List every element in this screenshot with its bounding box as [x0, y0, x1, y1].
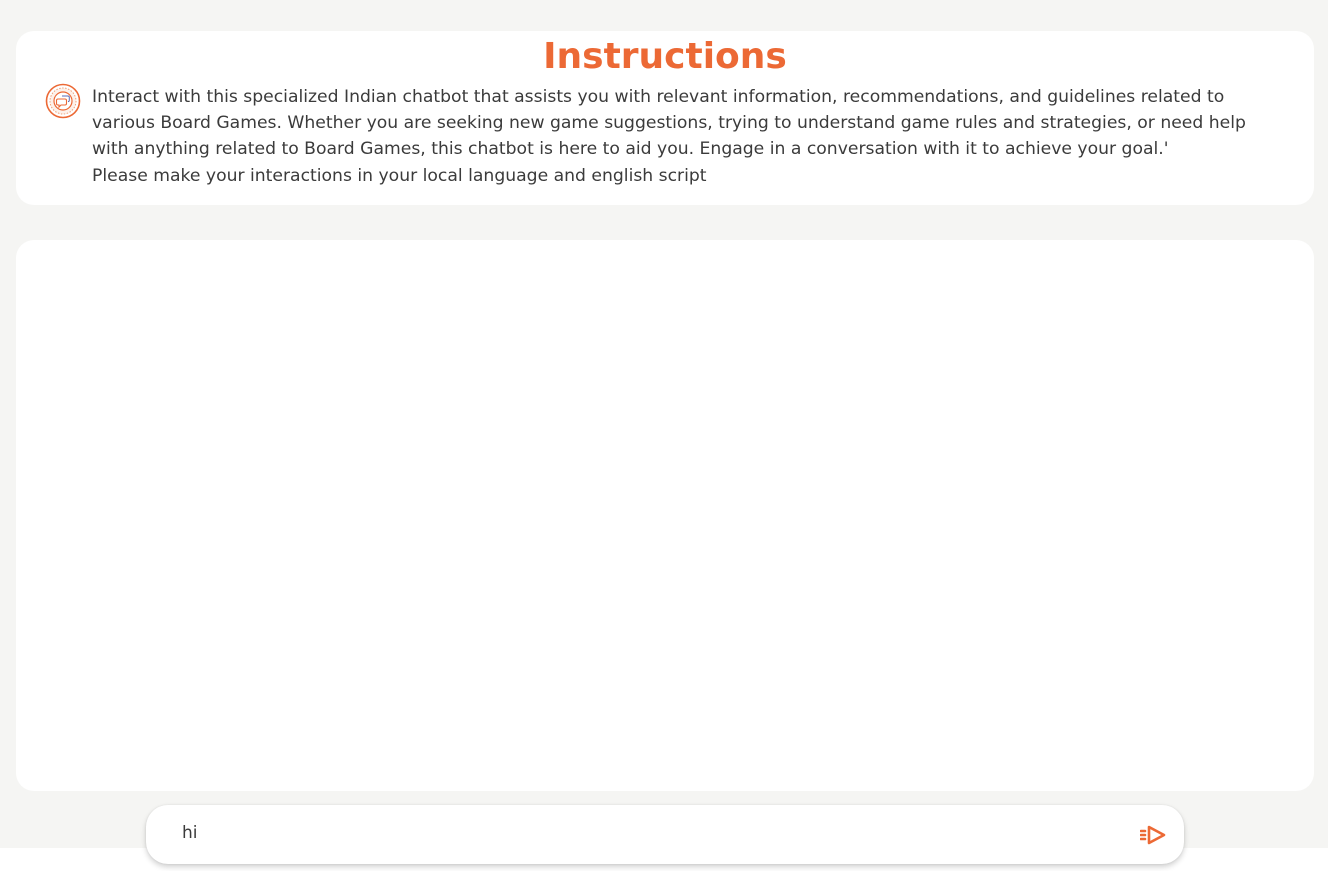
instructions-line: Interact with this specialized Indian chatbot that assists you with relevant information, recommendations, and guidelines related to: [92, 87, 1225, 107]
bot-logo-icon: [45, 83, 81, 119]
instructions-title: Instructions: [543, 36, 787, 77]
instructions-card: [16, 31, 1314, 205]
instructions-line: various Board Games. Whether you are seeking new game suggestions, trying to understand game rules and strategies, or need help: [92, 113, 1246, 134]
message-composer: [146, 805, 1184, 864]
instructions-line: with anything related to Board Games, this chatbot is here to aid you. Engage in a conversation with it to achieve your goal.': [92, 139, 1169, 160]
chat-message-area[interactable]: [16, 240, 1314, 791]
message-input[interactable]: [182, 819, 1082, 847]
instructions-text: [92, 84, 1292, 189]
instructions-line: Please make your interactions in your local language and english script: [92, 165, 707, 186]
send-icon[interactable]: [1140, 823, 1168, 847]
